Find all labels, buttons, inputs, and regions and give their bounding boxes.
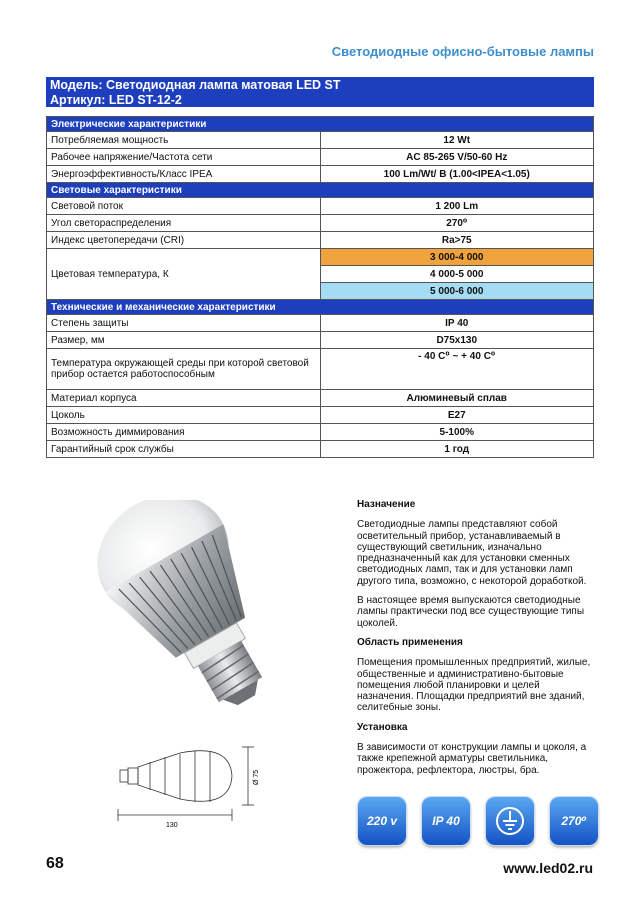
- paragraph: Помещения промышленных предприятий, жилые, общественные и административно-бытовые помещения любой планировки и целей назначения. Площадки предприятий вне зданий, селитебные зоны.: [357, 657, 591, 714]
- model-bar: [46, 77, 594, 107]
- section-header: [47, 300, 594, 315]
- feature-badges: [358, 797, 598, 847]
- product-photo: [30, 500, 330, 730]
- spec-label: Потребляемая мощность: [47, 132, 321, 149]
- ip-badge: IP 40: [422, 797, 470, 845]
- table-row: [47, 166, 594, 183]
- spec-label: Материал корпуса: [47, 390, 321, 407]
- table-row: [47, 149, 594, 166]
- heading-purpose: Назначение: [357, 499, 416, 510]
- spec-value: 12 Wt: [320, 132, 594, 149]
- table-row: [47, 215, 594, 232]
- color-temp-cold: 5 000-6 000: [320, 283, 594, 300]
- heading-installation: Установка: [357, 721, 408, 733]
- page-number: 68: [46, 855, 64, 872]
- table-row: [47, 198, 594, 215]
- table-row: [47, 441, 594, 458]
- spec-value: AC 85-265 V/50-60 Hz: [320, 149, 594, 166]
- spec-label: Цоколь: [47, 407, 321, 424]
- drawing-width: 130: [166, 822, 178, 829]
- spec-value: 270⁰: [320, 215, 594, 232]
- dimension-drawing: [110, 745, 270, 835]
- spec-label: Размер, мм: [47, 332, 321, 349]
- spec-label: Световой поток: [47, 198, 321, 215]
- heading-applications: Область применения: [357, 636, 463, 648]
- color-temp-label: Цветовая температура, К: [47, 249, 321, 300]
- spec-value: 5-100%: [320, 424, 594, 441]
- model-name: Модель: Светодиодная лампа матовая LED ST: [50, 78, 341, 92]
- page-header-title: Светодиодные офисно-бытовые лампы: [331, 44, 594, 59]
- color-temp-warm: 3 000-4 000: [320, 249, 594, 266]
- paragraph: В зависимости от конструкции лампы и цоколя, а также крепежной арматуры светильника, прожектора, рефлектора, люстры, бра.: [357, 742, 587, 776]
- table-row: [47, 349, 594, 390]
- color-temp-neutral: 4 000-5 000: [320, 266, 594, 283]
- spec-value: 1 200 Lm: [320, 198, 594, 215]
- section-header: [47, 117, 594, 132]
- spec-label: Гарантийный срок службы: [47, 441, 321, 458]
- section-light: Световые характеристики: [47, 183, 594, 198]
- section-mechanical: Технические и механические характеристики: [47, 300, 594, 315]
- section-header: [47, 183, 594, 198]
- table-row: [47, 132, 594, 149]
- spec-value: Алюминевый сплав: [320, 390, 594, 407]
- spec-label: Энергоэффективность/Класс IPEA: [47, 166, 321, 183]
- table-row: [47, 232, 594, 249]
- section-electrical: Электрические характеристики: [47, 117, 594, 132]
- article-number: Артикул: LED ST-12-2: [50, 92, 182, 107]
- spec-value: Ra>75: [320, 232, 594, 249]
- paragraph: Светодиодные лампы представляют собой осветительный прибор, устанавливаемый в существующий светильник, изначально предназначенный как для установки сменных светодиодных ламп, так и для установки ламп другого типа, возможно, с некоторой доработкой.: [357, 519, 587, 587]
- ground-icon: [486, 797, 534, 845]
- spec-label: Индекс цветопередачи (CRI): [47, 232, 321, 249]
- table-row: [47, 315, 594, 332]
- spec-label: Угол светораспределения: [47, 215, 321, 232]
- table-row: [47, 249, 594, 266]
- spec-label: Степень защиты: [47, 315, 321, 332]
- spec-value: E27: [320, 407, 594, 424]
- table-row: [47, 407, 594, 424]
- website-link[interactable]: www.led02.ru: [503, 860, 593, 876]
- table-row: [47, 332, 594, 349]
- spec-value: - 40 С⁰ ~ + 40 С⁰: [320, 349, 594, 390]
- spec-value: IP 40: [320, 315, 594, 332]
- table-row: [47, 390, 594, 407]
- paragraph: В настоящее время выпускаются светодиодные лампы практически под все существующие типы цоколей.: [357, 595, 585, 629]
- voltage-badge: 220 v: [358, 797, 406, 845]
- table-row: [47, 424, 594, 441]
- spec-label: Рабочее напряжение/Частота сети: [47, 149, 321, 166]
- spec-label: Температура окружающей среды при которой световой прибор остается работоспособным: [47, 349, 321, 390]
- spec-table: [46, 116, 594, 458]
- ground-badge: [486, 797, 534, 845]
- spec-value: 100 Lm/Wt/ B (1.00<IPEA<1.05): [320, 166, 594, 183]
- spec-label: Возможность диммирования: [47, 424, 321, 441]
- drawing-diameter: Ø 75: [253, 769, 260, 785]
- angle-badge: 270⁰: [550, 797, 598, 845]
- spec-value: 1 год: [320, 441, 594, 458]
- spec-value: D75x130: [320, 332, 594, 349]
- description: [357, 499, 597, 784]
